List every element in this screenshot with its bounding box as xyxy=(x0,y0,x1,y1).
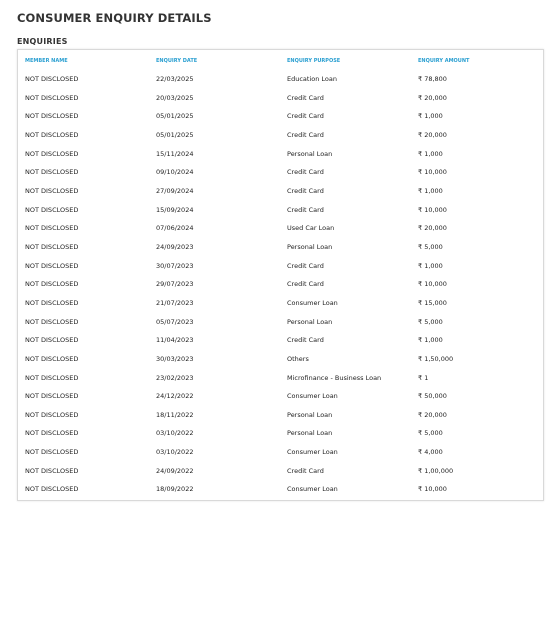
table-row xyxy=(18,238,543,257)
enquiry-amount-cell: ₹ 10,000 xyxy=(418,205,447,214)
column-header-enquiry-purpose: ENQUIRY PURPOSE xyxy=(287,58,341,64)
member-name-cell: NOT DISCLOSED xyxy=(25,112,79,121)
enquiry-date-cell: 05/07/2023 xyxy=(156,317,194,326)
enquiry-purpose-cell: Consumer Loan xyxy=(287,298,338,307)
member-name-cell: NOT DISCLOSED xyxy=(25,354,79,363)
table-row xyxy=(18,462,543,481)
table-row xyxy=(18,126,543,145)
table-row xyxy=(18,294,543,313)
enquiry-date-cell: 15/09/2024 xyxy=(156,205,194,214)
member-name-cell: NOT DISCLOSED xyxy=(25,186,79,195)
table-row xyxy=(18,424,543,443)
enquiry-date-cell: 20/03/2025 xyxy=(156,93,194,102)
member-name-cell: NOT DISCLOSED xyxy=(25,149,79,158)
enquiry-date-cell: 09/10/2024 xyxy=(156,168,194,177)
enquiry-date-cell: 03/10/2022 xyxy=(156,429,194,438)
table-row xyxy=(18,145,543,164)
enquiry-purpose-cell: Consumer Loan xyxy=(287,485,338,494)
enquiry-purpose-cell: Credit Card xyxy=(287,93,324,102)
member-name-cell: NOT DISCLOSED xyxy=(25,298,79,307)
enquiry-amount-cell: ₹ 1,000 xyxy=(418,186,443,195)
enquiry-amount-cell: ₹ 1,000 xyxy=(418,336,443,345)
enquiry-amount-cell: ₹ 20,000 xyxy=(418,130,447,139)
section-title: ENQUIRIES xyxy=(17,37,68,46)
table-row xyxy=(18,313,543,332)
member-name-cell: NOT DISCLOSED xyxy=(25,242,79,251)
table-row xyxy=(18,219,543,238)
enquiry-amount-cell: ₹ 5,000 xyxy=(418,242,443,251)
enquiry-purpose-cell: Personal Loan xyxy=(287,429,333,438)
table-row xyxy=(18,387,543,406)
enquiry-date-cell: 22/03/2025 xyxy=(156,75,194,83)
enquiry-amount-cell: ₹ 50,000 xyxy=(418,392,447,401)
enquiry-amount-cell: ₹ 1,00,000 xyxy=(418,466,454,475)
enquiry-purpose-cell: Credit Card xyxy=(287,466,324,475)
enquiry-date-cell: 05/01/2025 xyxy=(156,112,194,121)
table-row xyxy=(18,89,543,108)
enquiries-table xyxy=(17,49,544,501)
member-name-cell: NOT DISCLOSED xyxy=(25,485,79,494)
enquiry-date-cell: 29/07/2023 xyxy=(156,280,194,289)
member-name-cell: NOT DISCLOSED xyxy=(25,317,79,326)
enquiry-amount-cell: ₹ 1,000 xyxy=(418,112,443,121)
member-name-cell: NOT DISCLOSED xyxy=(25,224,79,233)
enquiry-date-cell: 24/12/2022 xyxy=(156,392,194,401)
enquiry-date-cell: 18/11/2022 xyxy=(156,410,194,419)
member-name-cell: NOT DISCLOSED xyxy=(25,280,79,289)
enquiry-amount-cell: ₹ 1,000 xyxy=(418,149,443,158)
enquiry-purpose-cell: Microfinance - Business Loan xyxy=(287,373,382,382)
enquiry-date-cell: 11/04/2023 xyxy=(156,336,194,345)
enquiry-purpose-cell: Credit Card xyxy=(287,186,324,195)
enquiry-date-cell: 24/09/2022 xyxy=(156,466,194,475)
enquiry-date-cell: 07/06/2024 xyxy=(156,224,194,233)
enquiry-purpose-cell: Consumer Loan xyxy=(287,392,338,401)
enquiry-purpose-cell: Credit Card xyxy=(287,336,324,345)
enquiry-purpose-cell: Personal Loan xyxy=(287,242,333,251)
enquiry-purpose-cell: Personal Loan xyxy=(287,317,333,326)
table-row xyxy=(18,70,543,89)
table-row xyxy=(18,350,543,369)
enquiry-amount-cell: ₹ 20,000 xyxy=(418,410,447,419)
enquiry-date-cell: 24/09/2023 xyxy=(156,242,194,251)
enquiry-amount-cell: ₹ 20,000 xyxy=(418,224,447,233)
enquiry-date-cell: 30/07/2023 xyxy=(156,261,194,270)
table-row xyxy=(18,275,543,294)
column-header-member-name: MEMBER NAME xyxy=(25,58,68,64)
enquiry-date-cell: 23/02/2023 xyxy=(156,373,194,382)
column-header-enquiry-date: ENQUIRY DATE xyxy=(156,58,198,64)
member-name-cell: NOT DISCLOSED xyxy=(25,392,79,401)
enquiry-purpose-cell: Used Car Loan xyxy=(287,224,335,233)
enquiry-amount-cell: ₹ 1 xyxy=(418,373,429,382)
enquiry-purpose-cell: Education Loan xyxy=(287,75,338,83)
member-name-cell: NOT DISCLOSED xyxy=(25,75,79,83)
member-name-cell: NOT DISCLOSED xyxy=(25,336,79,345)
enquiry-amount-cell: ₹ 20,000 xyxy=(418,93,447,102)
enquiry-date-cell: 30/03/2023 xyxy=(156,354,194,363)
enquiry-date-cell: 18/09/2022 xyxy=(156,485,194,494)
enquiry-purpose-cell: Consumer Loan xyxy=(287,448,338,457)
enquiry-purpose-cell: Credit Card xyxy=(287,130,324,139)
page-title: CONSUMER ENQUIRY DETAILS xyxy=(17,11,212,25)
column-header-enquiry-amount: ENQUIRY AMOUNT xyxy=(418,58,470,64)
enquiry-amount-cell: ₹ 78,800 xyxy=(418,75,447,83)
enquiry-purpose-cell: Personal Loan xyxy=(287,410,333,419)
enquiry-purpose-cell: Others xyxy=(287,354,309,363)
table-row xyxy=(18,369,543,388)
enquiry-amount-cell: ₹ 10,000 xyxy=(418,168,447,177)
enquiry-purpose-cell: Credit Card xyxy=(287,280,324,289)
table-row xyxy=(18,107,543,126)
table-row xyxy=(18,480,543,499)
enquiry-amount-cell: ₹ 4,000 xyxy=(418,448,443,457)
enquiry-purpose-cell: Personal Loan xyxy=(287,149,333,158)
table-header xyxy=(18,50,543,70)
member-name-cell: NOT DISCLOSED xyxy=(25,93,79,102)
enquiry-amount-cell: ₹ 15,000 xyxy=(418,298,447,307)
member-name-cell: NOT DISCLOSED xyxy=(25,168,79,177)
table-row xyxy=(18,331,543,350)
member-name-cell: NOT DISCLOSED xyxy=(25,429,79,438)
enquiry-date-cell: 27/09/2024 xyxy=(156,186,194,195)
enquiry-amount-cell: ₹ 10,000 xyxy=(418,280,447,289)
member-name-cell: NOT DISCLOSED xyxy=(25,448,79,457)
enquiry-amount-cell: ₹ 5,000 xyxy=(418,317,443,326)
member-name-cell: NOT DISCLOSED xyxy=(25,410,79,419)
enquiry-amount-cell: ₹ 5,000 xyxy=(418,429,443,438)
enquiry-date-cell: 03/10/2022 xyxy=(156,448,194,457)
member-name-cell: NOT DISCLOSED xyxy=(25,130,79,139)
enquiry-amount-cell: ₹ 10,000 xyxy=(418,485,447,494)
table-body xyxy=(18,70,543,499)
table-row xyxy=(18,406,543,425)
enquiry-date-cell: 15/11/2024 xyxy=(156,149,194,158)
enquiry-amount-cell: ₹ 1,50,000 xyxy=(418,354,454,363)
table-row xyxy=(18,201,543,220)
enquiry-date-cell: 05/01/2025 xyxy=(156,130,194,139)
table-row xyxy=(18,443,543,462)
table-row xyxy=(18,257,543,276)
member-name-cell: NOT DISCLOSED xyxy=(25,205,79,214)
enquiry-date-cell: 21/07/2023 xyxy=(156,298,194,307)
member-name-cell: NOT DISCLOSED xyxy=(25,466,79,475)
enquiry-purpose-cell: Credit Card xyxy=(287,261,324,270)
enquiry-purpose-cell: Credit Card xyxy=(287,112,324,121)
member-name-cell: NOT DISCLOSED xyxy=(25,373,79,382)
member-name-cell: NOT DISCLOSED xyxy=(25,261,79,270)
enquiry-purpose-cell: Credit Card xyxy=(287,168,324,177)
enquiry-amount-cell: ₹ 1,000 xyxy=(418,261,443,270)
table-row xyxy=(18,182,543,201)
table-row xyxy=(18,163,543,182)
enquiry-purpose-cell: Credit Card xyxy=(287,205,324,214)
